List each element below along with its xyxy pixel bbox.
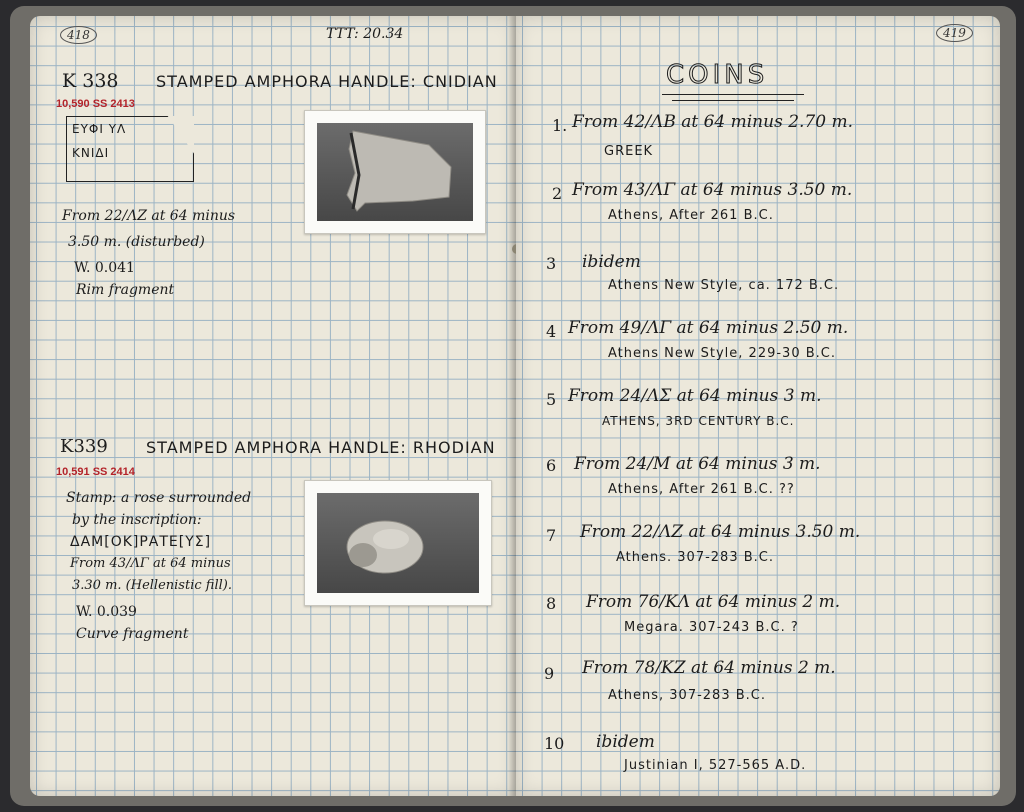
coin-findspot: ibidem	[582, 252, 641, 272]
entry-note: Rim fragment	[76, 282, 175, 298]
right-page	[516, 16, 1000, 796]
coin-findspot: From 76/ΚΛ at 64 minus 2 m.	[586, 592, 841, 612]
entry-id: K339	[60, 436, 108, 457]
coin-number: 4	[546, 322, 557, 341]
entry-note: Stamp: a rose surrounded	[66, 490, 252, 506]
coin-description: Athens, After 261 B.C.	[608, 208, 774, 223]
coin-description: ATHENS, 3RD CENTURY B.C.	[602, 414, 795, 428]
coin-findspot: From 22/ΛΖ at 64 minus 3.50 m.	[580, 522, 861, 542]
artifact-photo	[304, 480, 492, 606]
coin-number: 8	[546, 594, 557, 613]
artifact-photo	[304, 110, 486, 234]
coin-number: 1.	[552, 116, 568, 135]
entry-note: 3.30 m. (Hellenistic fill).	[72, 578, 232, 593]
coin-findspot: ibidem	[596, 732, 655, 752]
entry-note: W. 0.039	[76, 604, 137, 620]
page-header: TTT: 20.34	[326, 26, 404, 42]
entry-note: W. 0.041	[74, 260, 135, 276]
entry-title: STAMPED AMPHORA HANDLE: RHODIAN	[146, 438, 496, 457]
coin-description: Athens, After 261 B.C. ??	[608, 482, 795, 497]
coin-description: Megara. 307-243 B.C. ?	[624, 620, 799, 635]
coin-findspot: From 24/M at 64 minus 3 m.	[574, 454, 821, 474]
coin-description: Athens New Style, 229-30 B.C.	[608, 346, 836, 361]
coin-findspot: From 49/ΛΓ at 64 minus 2.50 m.	[568, 318, 849, 338]
registration-number: 10,590 SS 2413	[56, 98, 135, 110]
entry-id: K 338	[62, 70, 119, 92]
coin-number: 10	[544, 734, 565, 753]
entry-note: by the inscription:	[72, 512, 202, 528]
coin-number: 3	[546, 254, 557, 273]
entry-note: 3.50 m. (disturbed)	[68, 234, 205, 250]
entry-note: From 43/ΛΓ at 64 minus	[70, 556, 231, 571]
registration-number: 10,591 SS 2414	[56, 466, 135, 478]
coin-number: 7	[546, 526, 557, 545]
coin-description: Justinian I, 527-565 A.D.	[624, 758, 807, 773]
page-title: COINS	[666, 60, 769, 90]
stamp-line: ΚΝΙΔΙ	[72, 146, 110, 160]
title-underline	[672, 100, 794, 101]
coin-description: GREEK	[604, 144, 654, 159]
stamp-line: ΕΥΦΙ ΥΛ	[72, 122, 127, 136]
coin-description: Athens, 307-283 B.C.	[608, 688, 766, 703]
coin-findspot: From 43/ΛΓ at 64 minus 3.50 m.	[572, 180, 853, 200]
coin-number: 6	[546, 456, 557, 475]
entry-note: From 22/ΛΖ at 64 minus	[62, 208, 236, 224]
coin-findspot: From 24/ΛΣ at 64 minus 3 m.	[568, 386, 822, 406]
coin-findspot: From 42/ΛΒ at 64 minus 2.70 m.	[572, 112, 853, 132]
entry-note: Curve fragment	[76, 626, 189, 642]
coin-findspot: From 78/ΚΖ at 64 minus 2 m.	[582, 658, 836, 678]
coin-number: 9	[544, 664, 555, 683]
entry-note: ΔΑΜ[ΟΚ]ΡΑΤΕ[ΥΣ]	[70, 534, 212, 550]
coin-number: 2	[552, 184, 563, 203]
coin-number: 5	[546, 390, 557, 409]
right-page-number: 419	[936, 24, 973, 42]
entry-title: STAMPED AMPHORA HANDLE: CNIDIAN	[156, 72, 498, 91]
coin-description: Athens. 307-283 B.C.	[616, 550, 774, 565]
left-page-number: 418	[60, 26, 97, 44]
title-underline	[662, 94, 804, 95]
coin-description: Athens New Style, ca. 172 B.C.	[608, 278, 840, 293]
